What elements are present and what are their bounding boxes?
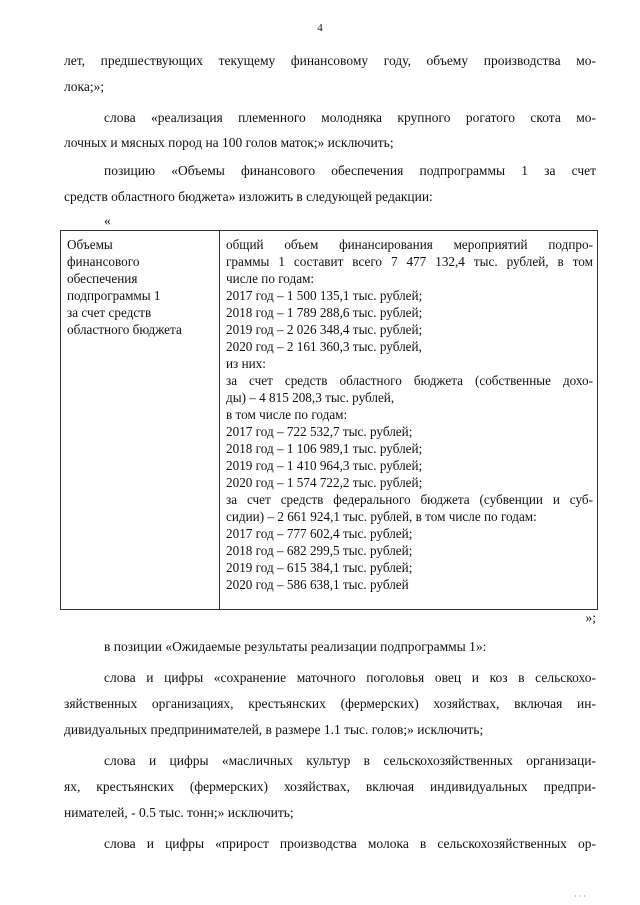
right-line: 2018 год – 682 299,5 тыс. рублей; (226, 543, 413, 558)
quote-close-mark: »; (585, 610, 596, 625)
table-left-cell (61, 231, 220, 610)
para3-line2: средств областного бюджета» изложить в следующей редакции: (64, 189, 433, 204)
para2-line1: слова «реализация племенного молодняка крупного рогатого скота мо- (104, 110, 596, 125)
para2-line2: лочных и мясных пород на 100 голов маток;» исключить; (64, 135, 394, 150)
right-line: граммы 1 составит всего 7 477 132,4 тыс. рублей, в том (226, 254, 593, 269)
page-number: 4 (317, 22, 323, 34)
right-line: за счет средств федерального бюджета (субвенции и суб- (226, 492, 593, 507)
scan-artifact: · · · (574, 892, 586, 901)
right-line: 2018 год – 1 789 288,6 тыс. рублей; (226, 305, 423, 320)
para7-line1: слова и цифры «прирост производства молока в сельскохозяйственных ор- (104, 836, 596, 851)
para1-line2: лока;»; (64, 79, 105, 94)
right-line: 2020 год – 586 638,1 тыс. рублей (226, 577, 409, 592)
right-line: 2020 год – 2 161 360,3 тыс. рублей, (226, 339, 422, 354)
right-line: 2017 год – 1 500 135,1 тыс. рублей; (226, 288, 423, 303)
right-line: 2017 год – 777 602,4 тыс. рублей; (226, 526, 413, 541)
para5-line2: зяйственных организациях, крестьянских (фермерских) хозяйствах, включая ин- (64, 696, 596, 711)
left-line: обеспечения (67, 271, 138, 286)
para6-line2: ях, крестьянских (фермерских) хозяйствах, включая индивидуальных предпри- (64, 779, 596, 794)
right-line: в том числе по годам: (226, 407, 348, 422)
right-line: 2020 год – 1 574 722,2 тыс. рублей; (226, 475, 423, 490)
para3-line1: позицию «Объемы финансового обеспечения подпрограммы 1 за счет (104, 163, 596, 178)
right-line: из них: (226, 356, 266, 371)
para6-line1: слова и цифры «масличных культур в сельскохозяйственных организаци- (104, 753, 596, 768)
right-line: общий объем финансирования мероприятий подпро- (226, 237, 593, 252)
para5-line1: слова и цифры «сохранение маточного поголовья овец и коз в сельскохо- (104, 670, 596, 685)
right-line: сидии) – 2 661 924,1 тыс. рублей, в том числе по годам: (226, 509, 537, 524)
right-line: 2017 год – 722 532,7 тыс. рублей; (226, 424, 413, 439)
right-line: за счет средств областного бюджета (собственные дохо- (226, 373, 593, 388)
para5-line3: дивидуальных предпринимателей, в размере 1.1 тыс. голов;» исключить; (64, 722, 484, 737)
right-line: 2018 год – 1 106 989,1 тыс. рублей; (226, 441, 423, 456)
para6-line3: нимателей, - 0.5 тыс. тонн;» исключить; (64, 805, 294, 820)
financing-table (60, 230, 598, 610)
left-line: областного бюджета (67, 322, 182, 337)
left-line: финансового (67, 254, 140, 269)
right-line: 2019 год – 1 410 964,3 тыс. рублей; (226, 458, 423, 473)
left-line: подпрограммы 1 (67, 288, 161, 303)
right-line: 2019 год – 615 384,1 тыс. рублей; (226, 560, 413, 575)
right-line: числе по годам: (226, 271, 315, 286)
quote-open-mark: « (104, 213, 111, 228)
right-line: 2019 год – 2 026 348,4 тыс. рублей; (226, 322, 423, 337)
para1-line1: лет, предшествующих текущему финансовому году, объему производства мо- (64, 53, 596, 68)
table-right-cell (220, 231, 598, 610)
left-line: Объемы (67, 237, 113, 252)
left-line: за счет средств (67, 305, 152, 320)
right-line: ды) – 4 815 208,3 тыс. рублей, (226, 390, 395, 405)
para4: в позиции «Ожидаемые результаты реализации подпрограммы 1»: (104, 639, 487, 654)
